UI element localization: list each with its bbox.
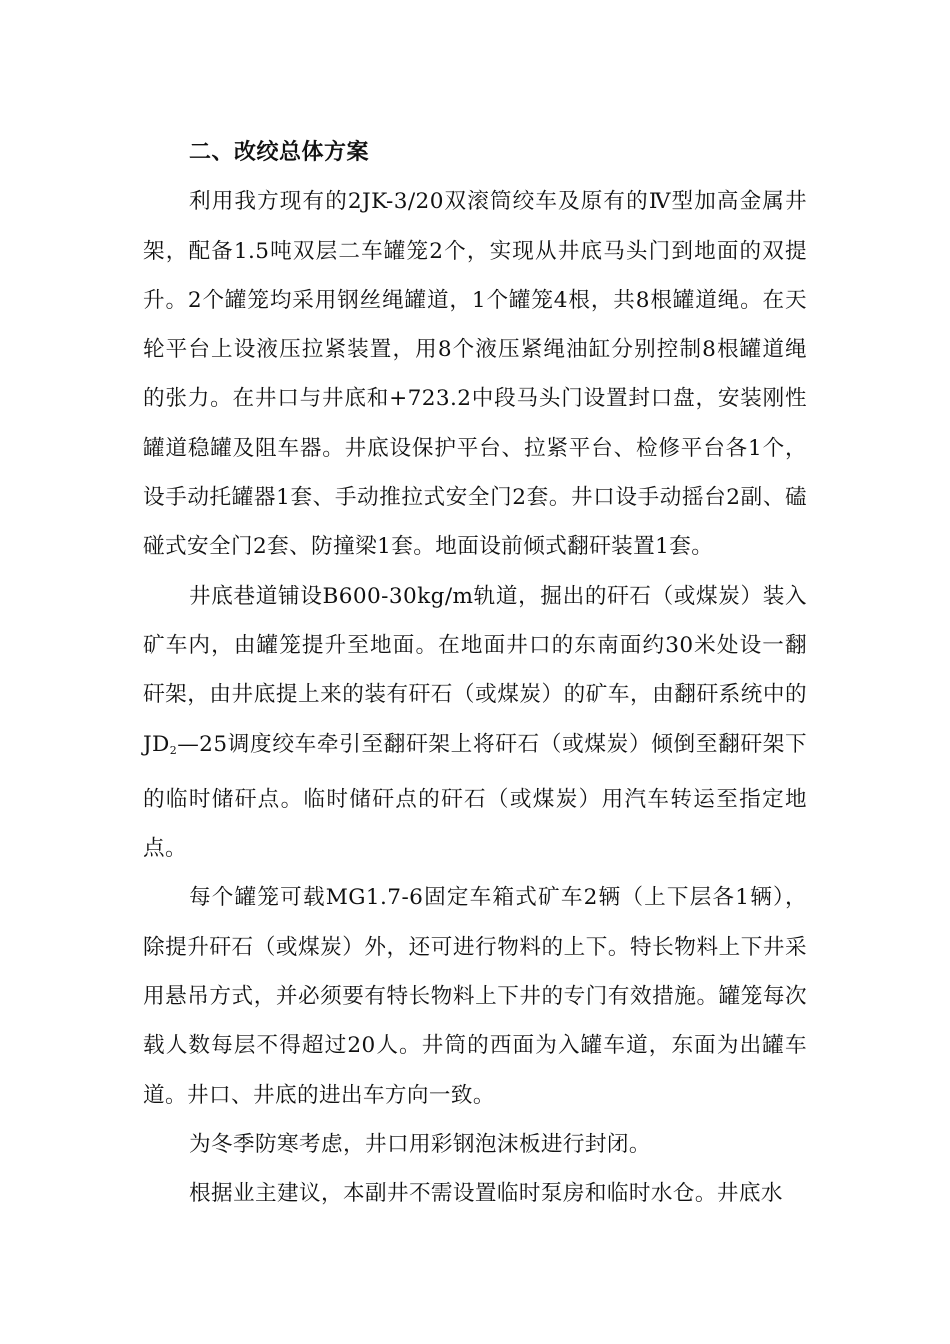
paragraph-text-part: 井底巷道铺设B600-30kg/m轨道，掘出的矸石（或煤炭）装入矿车内，由罐笼提升至地面。在地面井口的东南面约30米处设一翻矸架，由井底提上来的装有矸石（或煤炭）的矿车，由翻矸系统中的JD bbox=[143, 583, 807, 757]
paragraph-hoisting-plan: 利用我方现有的2JK-3/20双滚筒绞车及原有的Ⅳ型加高金属井架，配备1.5吨双层二车罐笼2个，实现从井底马头门到地面的双提升。2个罐笼均采用钢丝绳罐道，1个罐笼4根，共8根罐道绳。在天轮平台上设液压拉紧装置，用8个液压紧绳油缸分别控制8根罐道绳的张力。在井口与井底和+723.2中段马头门设置封口盘，安装刚性罐道稳罐及阻车器。井底设保护平台、拉紧平台、检修平台各1个，设手动托罐器1套、手动推拉式安全门2套。井口设手动摇台2副、磕碰式安全门2套、防撞梁1套。地面设前倾式翻矸装置1套。 bbox=[143, 189, 807, 560]
paragraph-drainage: 根据业主建议，本副井不需设置临时泵房和临时水仓。井底水 bbox=[189, 1181, 783, 1207]
subscript-text: 2 bbox=[169, 743, 178, 757]
paragraph-text-part: —25调度绞车牵引至翻矸架上将矸石（或煤炭）倾倒至翻矸架下的临时储矸点。临时储矸点的矸石（或煤炭）用汽车转运至指定地点。 bbox=[143, 731, 807, 862]
paragraph-winter-protection: 为冬季防寒考虑，井口用彩钢泡沫板进行封闭。 bbox=[189, 1131, 651, 1157]
paragraph-track-and-dumping bbox=[143, 572, 807, 874]
paragraph-cage-capacity: 每个罐笼可载MG1.7-6固定车箱式矿车2辆（上下层各1辆），除提升矸石（或煤炭）外，还可进行物料的上下。特长物料上下井采用悬吊方式，并必须要有特长物料上下井的专门有效措施。罐笼每次载人数每层不得超过20人。井筒的西面为入罐车道，东面为出罐车道。井口、井底的进出车方向一致。 bbox=[143, 885, 807, 1108]
section-heading: 二、改绞总体方案 bbox=[189, 140, 370, 165]
document-body bbox=[143, 128, 807, 1219]
